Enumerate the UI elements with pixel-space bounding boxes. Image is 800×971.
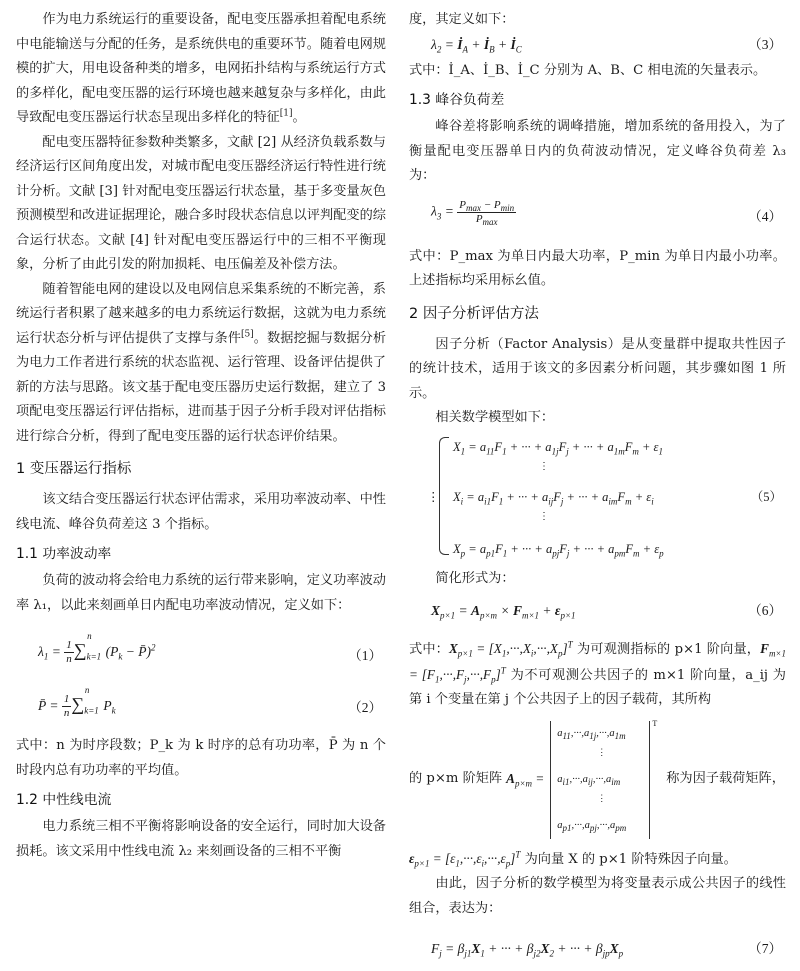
equation-2: P̄ = $\frac{1}{n}$ $\sum_{k=1}^nP_k$ （2） <box>38 684 382 720</box>
subsection-heading-1-3: 1.3 峰谷负荷差 <box>409 92 505 108</box>
equation-3-notes: 式中：İ_A、İ_B、İ_C 分别为 A、B、C 相电流的矢量表示。 <box>409 62 767 78</box>
power-fluctuation-paragraph: 负荷的波动将会给电力系统的运行带来影响，定义功率波动率 λ₁，以此来刻画单日内配电功率波动情况，定义如下： <box>16 573 386 613</box>
equation-2-notes: 式中：n 为时序段数；P_k 为 k 时序的总有功功率，P̄ 为 n 个时段内总有功功率的平均值。 <box>16 738 386 778</box>
loading-matrix-row: 的 p×m 阶矩阵 $A_{p\times m}$ = $a_{11},\cdot\cdot\cdot,a_{1j},\cdot\cdot\cdot,a_{1m}$ ⋮ $a_{i1},\cdot\cdot\cdot,a_{ij},\cdot\cdot\cdot,a_{im}$ ⋮ $a_{p1},\cdot\cdot\cdot,a_{pj},\cdot\cdot\cdot,a_{pm}$ T 称为因子载荷矩阵， <box>409 715 786 845</box>
subsection-heading-1-2: 1.2 中性线电流 <box>16 792 112 808</box>
left-column <box>16 8 386 864</box>
intro-paragraph-2: 配电变压器特征参数种类繁多，文献 [2] 从经济负载系数与经济运行区间角度出发，对城市配电变压器经济运行特性进行统计分析。文献 [3] 针对配电变压器运行状态量，基于多变量灰色预测模型和改进证据理论，融合多时段状态信息以评判配变的综合运行状态。文献 [4] 针对配电变压器运行中的三相不平衡现象，分析了由此引发的附加损耗、电压偏差及补偿方法。 <box>16 134 386 272</box>
section-heading-2: 2 因子分析评估方法 <box>409 305 539 322</box>
equation-7: $F_j = \beta_{j1}X_1$ + ··· + $\beta_{j2}X_2$ + ··· + $\beta_{jp}X_p$ （7） <box>431 941 782 959</box>
continuation-text: 度，其定义如下： <box>409 12 515 27</box>
equation-5-system: ⋮ $X_1 = a_{11}F_1$ + ··· + $a_{1j}F_j$ + ··· + $a_{1m}F_m + \varepsilon_1$ ⋮ $X_i = a_{i1}F_1$ + ··· + $a_{ij}F_j$ + ··· + $a_{im}F_m + \varepsilon_i$ ⋮ $X_p = a_{p1}F_1$ + ··· + $a_{pj}F_j$ + ··· + $a_{pm}F_m + \varepsilon_p$ （5） <box>409 433 786 561</box>
equation-1: $\lambda_1$ = $\frac{1}{n}$ $\sum_{k=1}^n(P_k$ − P̄)$^2$ （1） <box>38 630 382 666</box>
section-heading-1: 1 变压器运行指标 <box>16 461 132 477</box>
factor-analysis-paragraph: 因子分析（Factor Analysis）是从变量群中提取共性因子的统计技术，适用于该文的多因素分析问题，其步骤如图 1 所示。 <box>409 336 786 401</box>
loading-matrix: $a_{11},\cdot\cdot\cdot,a_{1j},\cdot\cdot\cdot,a_{1m}$ ⋮ $a_{i1},\cdot\cdot\cdot,a_{ij},\cdot\cdot\cdot,a_{im}$ ⋮ $a_{p1},\cdot\cdot\cdot,a_{pj},\cdot\cdot\cdot,a_{pm}$ T <box>550 721 650 839</box>
simplified-form-intro: 简化形式为： <box>435 570 515 586</box>
linear-combination-paragraph: 由此，因子分析的数学模型为将变量表示成公共因子的线性组合，表达为： <box>409 876 786 916</box>
equation-6: $X_{p\times 1} = A_{p\times m} \times F_{m\times 1} + \varepsilon_{p\times 1}$ （6） <box>431 603 782 621</box>
vector-definitions: 式中：$X_{p\times 1} = [X_1,\cdot\cdot\cdot,X_i,\cdot\cdot\cdot,X_p]^T$ 为可观测指标的 p×1 阶向量，$F_{m\times 1} = [F_1,\cdot\cdot\cdot,F_j,\cdot\cdot\cdot,F_p]^T$ 为不可观测公共因子的 m×1 阶向量，a_ij 为第 i 个变量在第 j 个公共因子上的因子载荷，其所构 <box>409 639 787 707</box>
intro-paragraph-3: 随着智能电网的建设以及电网信息采集系统的不断完善，系统运行者积累了越来越多的电力系统运行数据，这就为电力系统运行状态分析与评估提供了支撑与条件[5]。数据挖掘与数据分析为电力工作者进行系统的状态监视、运行管理、设备评估提供了新的方法与思路。该文基于配电变压器历史运行数据，建立了 3 项配电变压器运行评估指标，进而基于因子分析手段对评估指标进行综合分析，得到了配电变压器的运行状态评价结果。 <box>16 281 387 444</box>
equation-4: $\lambda_3$ = $\frac{P_{max} - P_{min}}{P_{max}}$ （4） <box>431 198 782 227</box>
subsection-heading-1-1: 1.1 功率波动率 <box>16 546 112 562</box>
equation-3: $\lambda_2$ = $İ_A$ + $İ_B$ + $İ_C$ （3） <box>431 36 782 55</box>
right-column <box>409 8 786 971</box>
model-intro: 相关数学模型如下： <box>435 410 555 425</box>
section1-paragraph: 该文结合变压器运行状态评估需求，采用功率波动率、中性线电流、峰谷负荷差这 3 个指标。 <box>16 492 386 532</box>
equation-4-notes: 式中：P_max 为单日内最大功率，P_min 为单日内最小功率。上述指标均采用标幺值。 <box>409 248 786 288</box>
special-factor-definition: $\varepsilon_{p\times 1} = [\varepsilon_1,\cdot\cdot\cdot,\varepsilon_i,\cdot\cdot\cdot,\varepsilon_p]^T$ 为向量 X 的 p×1 阶特殊因子向量。 <box>409 849 737 869</box>
peak-valley-paragraph: 峰谷差将影响系统的调峰措施，增加系统的备用投入，为了衡量配电变压器单日内的负荷波动情况，定义峰谷负荷差 λ₃ 为： <box>409 119 786 183</box>
neutral-current-paragraph: 电力系统三相不平衡将影响设备的安全运行，同时加大设备损耗。该文采用中性线电流 λ₂ 来刻画设备的三相不平衡 <box>16 819 386 859</box>
intro-paragraph-1: 作为电力系统运行的重要设备，配电变压器承担着配电系统中电能输送与分配的任务，是系统供电的重要环节。随着电网规模的扩大，用电设备种类的增多，电网拓扑结构与系统运行方式的多样化，配电变压器的运行环境也越来越复杂与多样化，由此导致配电变压器运行状态呈现出多样化的特征[1]。 <box>16 12 386 125</box>
